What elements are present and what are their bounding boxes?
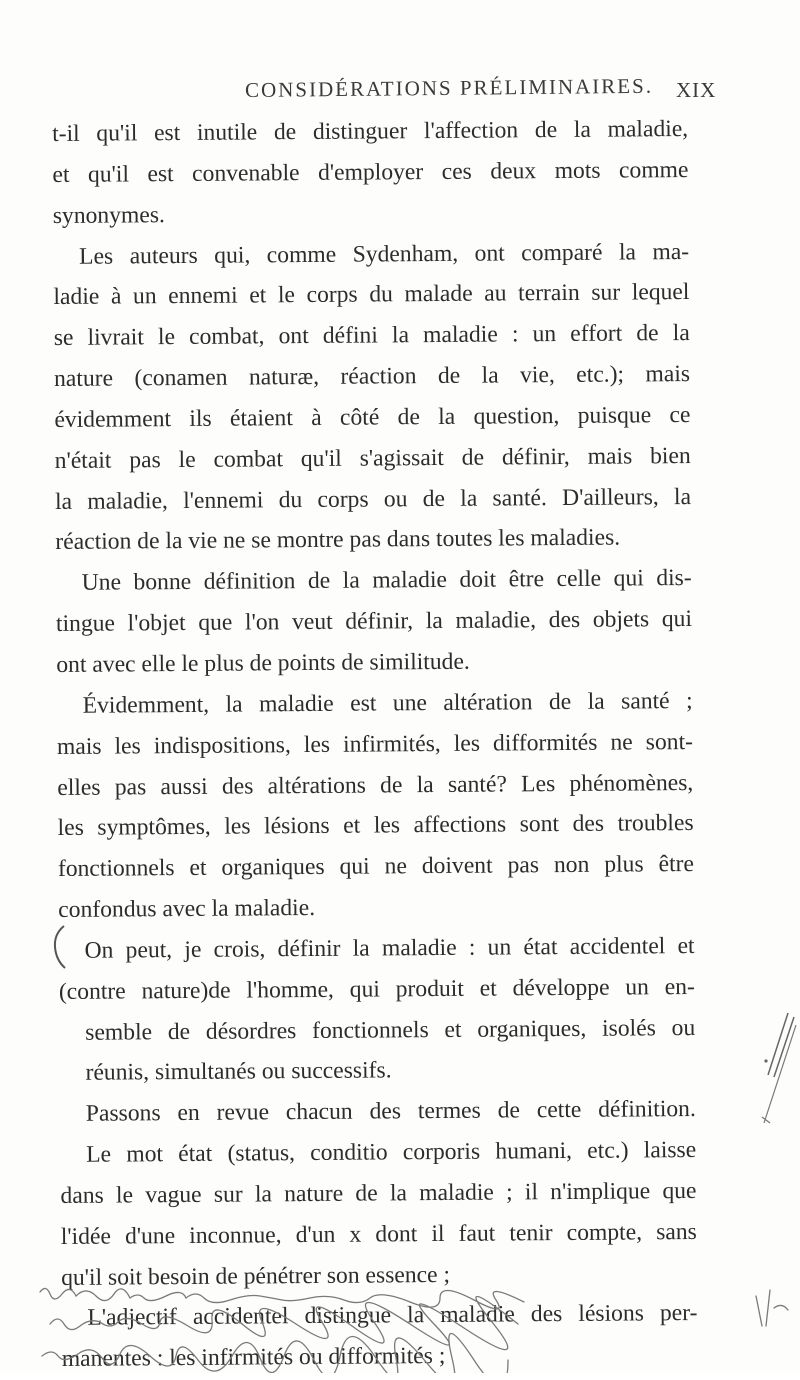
- text-line: les symptômes, les lésions et les affections sont des troubles: [57, 810, 694, 842]
- pencil-bracket-mark: [50, 924, 70, 970]
- text-line: nature (conamen naturæ, réaction de la vie, etc.); mais: [53, 361, 691, 393]
- text-line: synonymes.: [52, 201, 165, 229]
- text-line: n'était pas le combat qu'il s'agissait de définir, mais bien: [54, 442, 691, 474]
- text-line: confondus avec la maladie.: [58, 894, 316, 924]
- text-line: dans le vague sur la nature de la maladie ; il n'implique que: [60, 1177, 697, 1209]
- text-line: Le mot état (status, conditio corporis humani, etc.) laisse: [86, 1137, 697, 1168]
- text-line: Passons en revue chacun des termes de cette définition.: [85, 1096, 696, 1128]
- text-line: Les auteurs qui, comme Sydenham, ont comparé la ma-: [79, 238, 690, 270]
- handwritten-annotation-scrawl: [0, 1282, 800, 1373]
- text-body: [52, 109, 698, 1380]
- text-line: mais les indispositions, les infirmités, les difformités ne sont-: [56, 728, 694, 760]
- text-line: se livrait le combat, ont défini la maladie : un effort de la: [53, 320, 690, 352]
- text-line: et qu'il est convenable d'employer ces deux mots comme: [52, 156, 689, 188]
- text-line: évidemment ils étaient à côté de la question, puisque ce: [54, 401, 691, 433]
- text-line: qu'il soit besoin de pénétrer son essence ;: [61, 1261, 451, 1291]
- text-line: semble de désordres fonctionnels et organiques, isolés ou: [85, 1014, 696, 1046]
- text-line: ladie à un ennemi et le corps du malade au terrain sur lequel: [53, 279, 690, 311]
- running-title: CONSIDÉRATIONS PRÉLIMINAIRES.: [244, 73, 654, 102]
- text-line: réaction de la vie ne se montre pas dans toutes les maladies.: [55, 524, 621, 556]
- text-line: fonctionnels et organiques qui ne doivent pas non plus être: [57, 851, 695, 883]
- text-line: Évidemment, la maladie est une altération de la santé ;: [82, 687, 693, 719]
- text-line: tingue l'objet que l'on veut définir, la maladie, des objets qui: [55, 606, 693, 638]
- text-line: réunis, simultanés ou successifs.: [85, 1057, 392, 1087]
- text-line: L'adjectif accidentel distingue la maladie des lésions per-: [87, 1300, 698, 1332]
- text-line: (contre nature)de l'homme, qui produit et développe un en-: [58, 973, 695, 1005]
- text-line: ont avec elle le plus de points de similitude.: [56, 648, 470, 678]
- running-head: [0, 73, 800, 108]
- page-number: XIX: [676, 78, 717, 102]
- text-line: manentes : les infirmités ou difformités ;: [61, 1343, 446, 1373]
- margin-pencil-strokes: [760, 1005, 800, 1205]
- text-line: la maladie, l'ennemi du corps ou de la santé. D'ailleurs, la: [54, 483, 692, 515]
- text-line: elles pas aussi des altérations de la santé? Les phénomènes,: [57, 769, 694, 801]
- text-line: On peut, je crois, définir la maladie : un état accidentel et: [84, 932, 695, 964]
- text-line: Une bonne définition de la maladie doit être celle qui dis-: [81, 565, 692, 597]
- text-line: t-il qu'il est inutile de distinguer l'affection de la maladie,: [52, 116, 689, 147]
- text-line: l'idée d'une inconnue, d'un x dont il faut tenir compte, sans: [60, 1218, 697, 1250]
